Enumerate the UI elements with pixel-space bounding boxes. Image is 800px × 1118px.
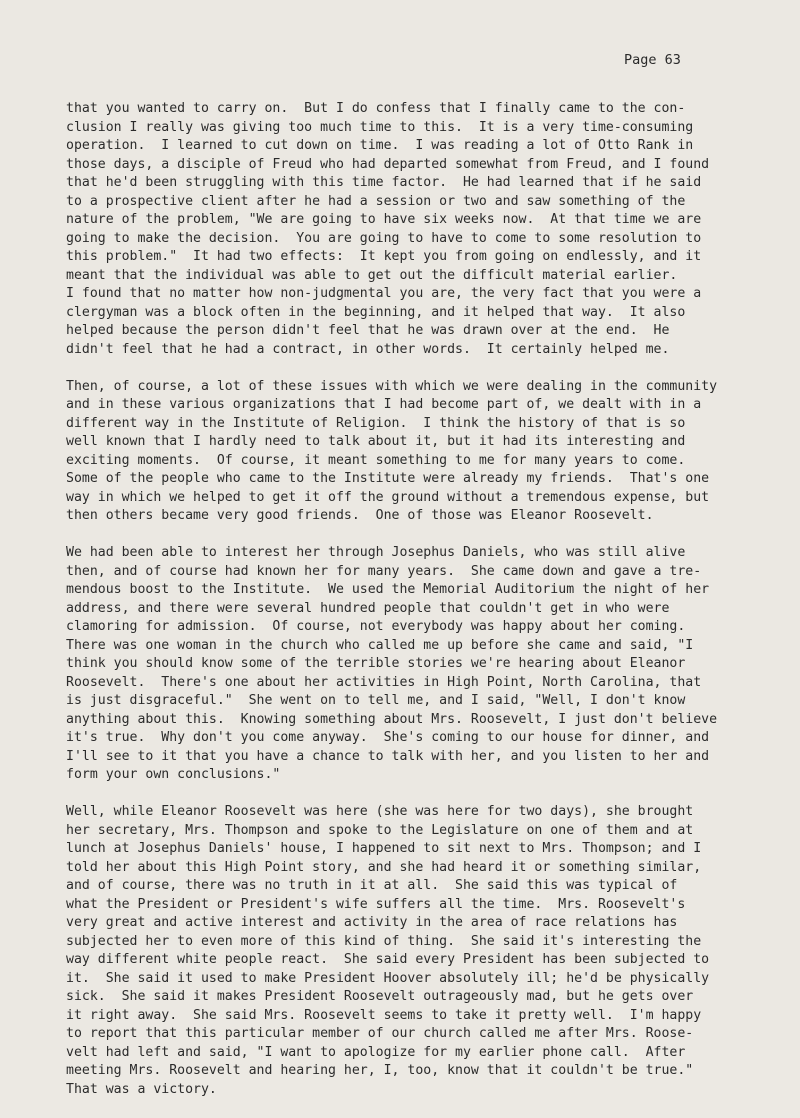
paragraph-4 [66,803,758,1099]
text-line: and of course, there was no truth in it at all. She said this was typical of [66,878,678,893]
text-line: those days, a disciple of Freud who had departed somewhat from Freud, and I found [66,156,710,172]
text-line: form your own conclusions." [66,767,281,782]
text-line: well known that I hardly need to talk about it, but it had its interesting and [66,434,686,449]
text-line: mendous boost to the Institute. We used the Memorial Auditorium the night of her [66,582,710,597]
text-line: different way in the Institute of Religion. I think the history of that is so [66,415,686,431]
text-line: I'll see to it that you have a chance to talk with her, and you listen to her and [66,748,710,764]
text-line: it right away. She said Mrs. Roosevelt seems to take it pretty well. I'm happy [66,1007,702,1023]
text-line: meant that the individual was able to get out the difficult material earlier. [66,267,678,283]
text-line: didn't feel that he had a contract, in other words. It certainly helped me. [66,341,670,357]
text-line: That was a victory. [66,1081,217,1097]
text-line: to report that this particular member of our church called me after Mrs. Roose- [66,1026,694,1041]
text-line: think you should know some of the terrible stories we're hearing about Eleanor [66,656,686,671]
text-line: and in these various organizations that I had become part of, we dealt with in a [66,397,702,412]
text-line: Roosevelt. There's one about her activities in High Point, North Carolina, that [66,674,702,690]
text-line: going to make the decision. You are going to have to come to some resolution to [66,230,702,246]
text-line: meeting Mrs. Roosevelt and hearing her, I, too, know that it couldn't be true." [66,1063,694,1078]
text-line: to a prospective client after he had a session or two and saw something of the [66,193,686,209]
text-line: operation. I learned to cut down on time. I was reading a lot of Otto Rank in [66,138,694,153]
text-line: that he'd been struggling with this time factor. He had learned that if he said [66,175,702,190]
text-line: We had been able to interest her through Josephus Daniels, who was still alive [66,545,686,560]
text-line: then others became very good friends. One of those was Eleanor Roosevelt. [66,508,654,523]
text-line: Then, of course, a lot of these issues with which we were dealing in the community [66,378,718,394]
page-number: Page 63 [624,52,681,68]
document-body [66,100,758,1118]
text-line: it. She said it used to make President Hoover absolutely ill; he'd be physically [66,970,710,986]
text-line: clusion I really was giving too much time to this. It is a very time-consuming [66,119,694,135]
text-line: that you wanted to carry on. But I do confess that I finally came to the con- [66,101,686,116]
text-line: nature of the problem, "We are going to have six weeks now. At that time we are [66,212,702,227]
text-line: way in which we helped to get it off the ground without a tremendous expense, but [66,489,710,505]
text-line: clamoring for admission. Of course, not everybody was happy about her coming. [66,619,686,634]
paragraph-1 [66,100,758,359]
text-line: sick. She said it makes President Roosevelt outrageously mad, but he gets over [66,989,694,1004]
text-line: velt had left and said, "I want to apologize for my earlier phone call. After [66,1044,686,1060]
text-line: I found that no matter how non-judgmental you are, the very fact that you were a [66,286,702,301]
text-line: told her about this High Point story, and she had heard it or something similar, [66,859,702,875]
text-line: it's true. Why don't you come anyway. She's coming to our house for dinner, and [66,730,710,745]
text-line: way different white people react. She said every President has been subjected to [66,952,710,967]
text-line: very great and active interest and activity in the area of race relations has [66,915,678,930]
text-line: this problem." It had two effects: It kept you from going on endlessly, and it [66,249,702,264]
text-line: Some of the people who came to the Institute were already my friends. That's one [66,471,710,486]
text-line: is just disgraceful." She went on to tell me, and I said, "Well, I don't know [66,693,686,708]
text-line: what the President or President's wife suffers all the time. Mrs. Roosevelt's [66,896,686,912]
text-line: helped because the person didn't feel that he was drawn over at the end. He [66,323,670,338]
paragraph-3 [66,544,758,785]
text-line: Well, while Eleanor Roosevelt was here (she was here for two days), she brought [66,804,694,819]
paragraph-2 [66,378,758,526]
text-line: anything about this. Knowing something about Mrs. Roosevelt, I just don't believe [66,711,718,727]
text-line: clergyman was a block often in the beginning, and it helped that way. It also [66,304,686,320]
text-line: then, and of course had known her for many years. She came down and gave a tre- [66,563,702,579]
text-line: her secretary, Mrs. Thompson and spoke to the Legislature on one of them and at [66,822,694,838]
text-line: There was one woman in the church who called me up before she came and said, "I [66,637,694,653]
text-line: exciting moments. Of course, it meant something to me for many years to come. [66,452,686,468]
text-line: subjected her to even more of this kind of thing. She said it's interesting the [66,933,702,949]
text-line: address, and there were several hundred people that couldn't get in who were [66,600,670,616]
text-line: lunch at Josephus Daniels' house, I happened to sit next to Mrs. Thompson; and I [66,841,702,856]
